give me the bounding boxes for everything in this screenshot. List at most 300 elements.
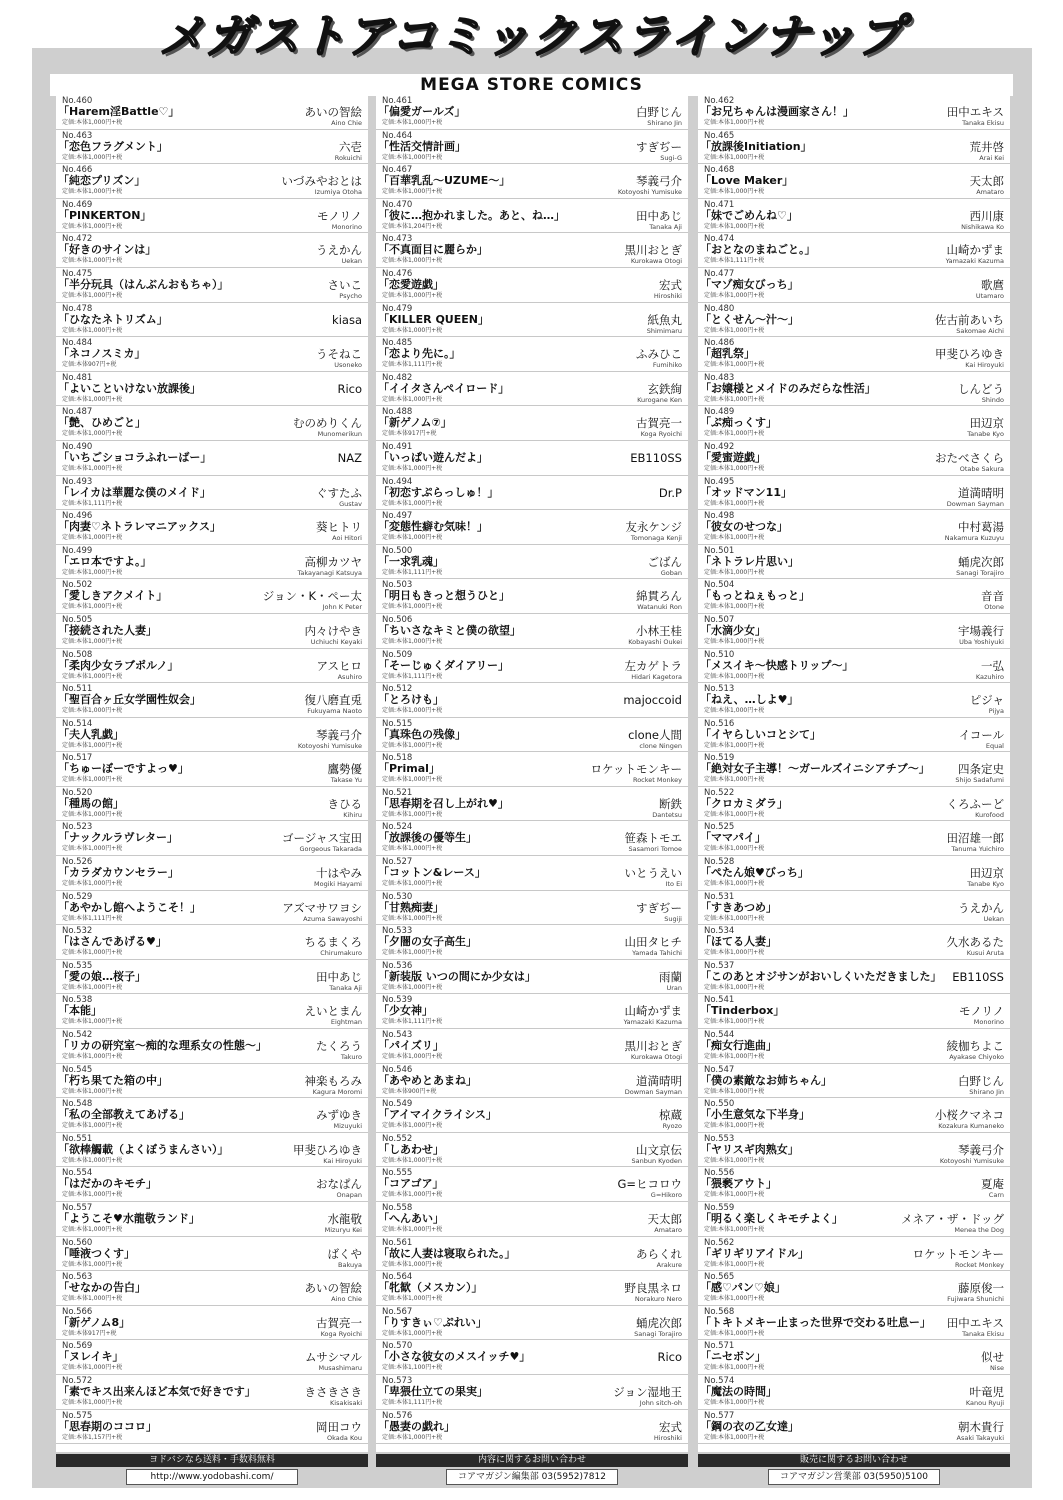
entry-price: 定価:本体1,000円+税 [704, 983, 765, 991]
catalog-entry [56, 130, 368, 165]
catalog-entry [56, 337, 368, 372]
entry-title: 「恋愛遊戯」 [378, 277, 444, 291]
entry-author: モノリノ [959, 1004, 1004, 1019]
entry-number: No.547 [704, 1064, 735, 1075]
entry-title: 「しあわせ」 [378, 1142, 444, 1156]
catalog-entry [376, 233, 688, 268]
entry-author: 山田タヒチ [624, 935, 682, 950]
entry-number: No.543 [382, 1030, 413, 1041]
catalog-entry [376, 1410, 688, 1445]
entry-price: 定価:本体1,000円+税 [382, 1260, 443, 1268]
entry-price: 定価:本体1,000円+税 [704, 119, 765, 126]
footer-editorial-heading: 内容に関するお問い合わせ [376, 1454, 688, 1467]
entry-price: 定価:本体1,000円+税 [62, 983, 123, 991]
entry-price: 定価:本体1,000円+税 [62, 222, 123, 230]
entry-author: 古賀亮一 [636, 416, 682, 431]
entry-author: Rico [657, 1350, 682, 1365]
entry-author-romaji: Mizuryu Kei [324, 1226, 362, 1234]
catalog-entry [698, 510, 1010, 545]
entry-title: 「ちゅーぼーですよっ♥」 [58, 762, 189, 776]
entry-title: 「おとなのまねごと。」 [700, 243, 816, 257]
entry-price: 定価:本体917円+税 [382, 430, 437, 438]
entry-number: No.501 [704, 545, 735, 556]
entry-number: No.496 [62, 511, 93, 522]
entry-title: 「思春期のココロ」 [58, 1419, 157, 1433]
entry-author: 音音 [981, 589, 1004, 604]
entry-author-romaji: Yamada Tahichi [632, 949, 682, 958]
entry-author: いづみやおとは [281, 174, 362, 189]
catalog-entry [698, 1271, 1010, 1306]
catalog-entry [698, 752, 1010, 787]
entry-author: アズマサワヨシ [282, 900, 362, 915]
entry-number: No.562 [704, 1237, 735, 1248]
entry-author-romaji: Amataro [654, 1226, 682, 1234]
entry-title: 「明日もきっと想うひと」 [378, 589, 510, 603]
entry-price: 定価:本体1,000円+税 [382, 499, 443, 507]
entry-price: 定価:本体1,000円+税 [704, 534, 765, 542]
entry-price: 定価:本体1,000円+税 [704, 1260, 765, 1268]
catalog-entry [56, 649, 368, 684]
catalog-entry [698, 1064, 1010, 1099]
entry-author-romaji: Norakuro Nero [634, 1295, 682, 1304]
entry-title: 「好きのサインは」 [58, 243, 157, 257]
entry-author-romaji: Hiroshiki [653, 1433, 682, 1442]
entry-author-romaji: Takase Yu [330, 776, 362, 785]
entry-title: 「ギリギリアイドル」 [700, 1246, 810, 1260]
entry-title: 「絶対女子主導！～ガールズイニシアチブ～」 [700, 762, 930, 776]
catalog-entry [376, 1202, 688, 1237]
entry-title: 「小生意気な下半身」 [700, 1108, 810, 1122]
catalog-entry [56, 441, 368, 476]
entry-title: 「妹でごめんね♡」 [700, 208, 798, 222]
entry-number: No.466 [62, 165, 93, 176]
entry-author-romaji: Shirano Jin [969, 1087, 1004, 1096]
entry-title: 「ナックルラヴレター」 [58, 831, 179, 845]
entry-author: モノリノ [317, 208, 362, 223]
entry-price: 定価:本体1,000円+税 [382, 845, 443, 853]
entry-price: 定価:本体1,000円+税 [62, 119, 123, 126]
entry-author-romaji: Onapan [336, 1191, 362, 1200]
entry-price: 定価:本体1,000円+税 [704, 1053, 765, 1061]
entry-title: 「お兄ちゃんは漫画家さん！」 [700, 105, 854, 118]
entry-author-romaji: Kotoyoshi Yumisuke [939, 1156, 1004, 1165]
entry-author-romaji: Usoneko [334, 361, 362, 370]
entry-number: No.464 [382, 130, 413, 141]
entry-number: No.576 [382, 1410, 413, 1421]
entry-author: 佐古前あいち [935, 312, 1004, 327]
entry-number: No.481 [62, 372, 93, 383]
entry-author: 田中あじ [636, 208, 682, 223]
entry-title: 「朽ち果てた箱の中」 [58, 1073, 168, 1087]
entry-author: 田中エキス [946, 105, 1004, 119]
entry-author-romaji: Arakure [656, 1260, 682, 1269]
entry-number: No.504 [704, 580, 735, 591]
footer-sales-contact [698, 1454, 1010, 1486]
entry-author-romaji: Kisakisaki [330, 1398, 362, 1407]
catalog-entry [56, 406, 368, 441]
entry-author: メネア・ザ・ドッグ [900, 1212, 1004, 1226]
entry-author: 荒井啓 [969, 139, 1004, 154]
entry-title: 「はさんであげる♥」 [58, 935, 167, 949]
entry-price: 定価:本体1,000円+税 [62, 672, 123, 680]
entry-number: No.572 [62, 1375, 93, 1386]
entry-title: 「このあとオジサンがおいしくいただきました」 [700, 969, 942, 983]
entry-title: 「接続された人妻」 [58, 623, 157, 637]
entry-title: 「愚妻の戯れ」 [378, 1419, 455, 1433]
catalog-entry [376, 545, 688, 580]
catalog-entry [376, 303, 688, 338]
entry-author: 綾枷ちよこ [946, 1039, 1004, 1054]
entry-title: 「とくせん～汁～」 [700, 312, 799, 326]
catalog-entry [376, 891, 688, 926]
entry-author: 山文京伝 [636, 1142, 682, 1157]
entry-price: 定価:本体1,111円+税 [382, 1398, 443, 1406]
entry-price: 定価:本体1,000円+税 [382, 914, 443, 922]
entry-number: No.492 [704, 441, 735, 452]
entry-price: 定価:本体1,000円+税 [704, 603, 765, 611]
catalog-entry [56, 164, 368, 199]
entry-author: 叶竜児 [969, 1384, 1004, 1399]
entry-price: 定価:本体1,000円+税 [704, 568, 765, 576]
catalog-entry [698, 856, 1010, 891]
entry-author-romaji: clone Ningen [639, 741, 682, 750]
entry-number: No.507 [704, 614, 735, 625]
entry-title: 「ねえ、…しよ♥」 [700, 693, 799, 707]
entry-author-romaji: Koga Ryoichi [320, 1329, 362, 1338]
catalog-entry [376, 1271, 688, 1306]
entry-number: No.476 [382, 268, 413, 279]
entry-title: 「マゾ痴女びっち」 [700, 277, 799, 291]
catalog-entry [56, 476, 368, 511]
entry-title: 「欲棒觸載（よくぼうまんさい）」 [58, 1142, 229, 1156]
entry-title: 「放課後の優等生」 [378, 831, 477, 845]
entry-author: 宏式 [659, 1419, 682, 1434]
catalog-entry [376, 856, 688, 891]
entry-author-romaji: Tanaka Aji [329, 983, 362, 992]
entry-author-romaji: Kai Hiroyuki [965, 361, 1004, 370]
catalog-entry [56, 579, 368, 614]
entry-number: No.473 [382, 234, 413, 245]
entry-author: 笹森トモエ [624, 831, 682, 846]
entry-author: 道満晴明 [958, 485, 1004, 500]
catalog-entry [56, 372, 368, 407]
entry-number: No.522 [704, 787, 735, 798]
entry-number: No.480 [704, 303, 735, 314]
entry-price: 定価:本体1,204円+税 [382, 222, 443, 230]
entry-title: 「オッドマン11」 [700, 485, 792, 499]
entry-price: 定価:本体1,000円+税 [62, 949, 123, 957]
entry-number: No.518 [382, 753, 413, 764]
entry-author-romaji: Gustav [339, 499, 362, 508]
entry-author: すぎぢー [636, 900, 682, 915]
entry-number: No.560 [62, 1237, 93, 1248]
entry-author-romaji: Shimimaru [646, 326, 682, 335]
catalog-entry [56, 856, 368, 891]
entry-author: 水龍敬 [327, 1212, 362, 1226]
catalog-entry [56, 1064, 368, 1099]
entry-price: 定価:本体917円+税 [62, 1329, 117, 1337]
entry-author: NAZ [337, 450, 362, 465]
entry-author: 友永ケンジ [625, 520, 682, 535]
entry-price: 定価:本体1,000円+税 [62, 1053, 123, 1061]
entry-author-romaji: Uekan [341, 257, 362, 266]
catalog-entry [376, 614, 688, 649]
entry-title: 「ちいさなキミと僕の欲望」 [378, 623, 521, 637]
entry-author-romaji: Okada Kou [327, 1433, 362, 1442]
entry-title: 「イヤらしいコとシて」 [700, 727, 821, 741]
entry-author: 断鉄 [659, 796, 682, 811]
entry-title: 「種馬の館」 [58, 796, 124, 810]
catalog-entry [698, 821, 1010, 856]
entry-price: 定価:本体1,000円+税 [704, 672, 765, 680]
entry-author: おなぱん [316, 1177, 362, 1192]
entry-price: 定価:本体1,000円+税 [704, 1087, 765, 1095]
entry-number: No.477 [704, 268, 735, 279]
entry-author: ふみひこ [636, 347, 682, 362]
catalog-entry [698, 718, 1010, 753]
entry-number: No.487 [62, 407, 93, 418]
entry-author: あらくれ [636, 1246, 682, 1261]
entry-author: 岡田コウ [316, 1419, 362, 1434]
entry-number: No.574 [704, 1375, 735, 1386]
entry-title: 「魔法の時間」 [700, 1384, 777, 1398]
entry-price: 定価:本体1,111円+税 [382, 1018, 443, 1026]
entry-author: 田沼雄一郎 [946, 831, 1004, 846]
entry-author-romaji: Utamaro [975, 291, 1004, 300]
entry-title: 「カラダカウンセラー」 [58, 866, 179, 880]
entry-number: No.577 [704, 1410, 735, 1421]
entry-title: 「お嬢様とメイドのみだらな性活」 [700, 381, 876, 395]
entry-price: 定価:本体1,000円+税 [704, 1364, 765, 1372]
entry-author: Dr.P [658, 485, 682, 500]
entry-price: 定価:本体1,000円+税 [62, 464, 123, 472]
entry-number: No.482 [382, 372, 413, 383]
catalog-entry [376, 199, 688, 234]
entry-title: 「ヌレイキ」 [58, 1350, 124, 1364]
entry-author: きひる [327, 796, 362, 811]
entry-price: 定価:本体1,000円+税 [62, 257, 123, 265]
entry-author: 神楽もろみ [304, 1073, 362, 1088]
catalog-entry [698, 1098, 1010, 1133]
entry-title: 「もっとねぇもっと」 [700, 589, 810, 603]
entry-price: 定価:本体1,000円+税 [382, 153, 443, 161]
entry-author-romaji: Kotoyoshi Yumisuke [617, 188, 682, 197]
entry-title: 「ようこそ♥水龍敬ランド」 [58, 1212, 200, 1225]
entry-title: 「彼女のせつな」 [700, 520, 788, 534]
entry-author-romaji: Uchiuchi Keyaki [310, 637, 362, 646]
entry-title: 「偏愛ガールズ」 [378, 105, 466, 118]
entry-author-romaji: Arai Kei [979, 153, 1004, 162]
entry-title: 「ママパイ」 [700, 831, 766, 845]
entry-author-romaji: Yamazaki Kazuma [945, 257, 1004, 266]
entry-price: 定価:本体1,000円+税 [382, 1295, 443, 1303]
footer-sales-heading: 販売に関するお問い合わせ [698, 1454, 1010, 1467]
entry-price: 定価:本体1,000円+税 [382, 1053, 443, 1061]
entry-author-romaji: Ito Ei [665, 880, 682, 889]
entry-number: No.558 [382, 1203, 413, 1213]
entry-number: No.513 [704, 684, 735, 695]
catalog-entry [698, 1306, 1010, 1341]
entry-price: 定価:本体1,000円+税 [62, 707, 123, 715]
entry-price: 定価:本体1,000円+税 [382, 810, 443, 818]
entry-number: No.505 [62, 614, 93, 625]
catalog-column-right [698, 95, 1010, 1452]
entry-author: あいの智絵 [304, 1281, 362, 1296]
entry-number: No.486 [704, 338, 735, 349]
entry-number: No.502 [62, 580, 93, 591]
entry-author: 蛹虎次郎 [958, 554, 1004, 569]
entry-title: 「痴女行進曲」 [700, 1039, 777, 1053]
entry-price: 定価:本体1,000円+税 [382, 291, 443, 299]
entry-number: No.500 [382, 545, 413, 556]
entry-title: 「クロカミダラ」 [700, 796, 788, 810]
entry-price: 定価:本体1,000円+税 [704, 1122, 765, 1130]
catalog-entry [56, 994, 368, 1029]
entry-price: 定価:本体1,000円+税 [704, 914, 765, 922]
entry-author: 久水あるた [946, 935, 1004, 950]
entry-title: 「小さな彼女のメスイッチ♥」 [378, 1350, 531, 1364]
catalog-entry [376, 337, 688, 372]
catalog-entry [698, 1340, 1010, 1375]
catalog-entry [56, 1237, 368, 1272]
entry-author-romaji: Kotoyoshi Yumisuke [297, 741, 362, 750]
entry-author-romaji: Kusui Aruta [966, 949, 1004, 958]
entry-title: 「新ゲノム⑦」 [378, 416, 452, 430]
catalog-entry [56, 1167, 368, 1202]
catalog-entry [56, 960, 368, 995]
entry-author-romaji: Amataro [976, 188, 1004, 197]
catalog-entry [56, 787, 368, 822]
entry-author: ロケットモンキー [912, 1246, 1004, 1261]
entry-author-romaji: Izumiya Otoha [314, 188, 362, 197]
entry-author: 宇場義行 [958, 623, 1004, 638]
entry-number: No.575 [62, 1410, 93, 1421]
entry-price: 定価:本体1,000円+税 [704, 810, 765, 818]
entry-author-romaji: Azuma Sawayoshi [303, 914, 362, 923]
entry-title: 「恋より先に。」 [378, 347, 461, 361]
entry-price: 定価:本体1,000円+税 [382, 741, 443, 749]
entry-price: 定価:本体1,000円+税 [382, 776, 443, 784]
entry-author-romaji: Koga Ryoichi [640, 430, 682, 439]
entry-title: 「放課後Initiation」 [700, 139, 812, 153]
entry-author-romaji: Dowman Sayman [946, 499, 1004, 508]
entry-author: 十はやみ [316, 866, 362, 881]
entry-title: 「明るく楽しくキモチよく」 [700, 1212, 843, 1225]
entry-author-romaji: Sanbun Kyoden [631, 1156, 682, 1165]
entry-author-romaji: Hiroshiki [653, 291, 682, 300]
catalog-entry [698, 303, 1010, 338]
entry-author: うえかん [958, 900, 1004, 915]
entry-price: 定価:本体1,000円+税 [382, 880, 443, 888]
entry-title: 「ぺたん娘♥びっち」 [700, 866, 809, 880]
entry-author-romaji: Kozakura Kumaneko [938, 1122, 1004, 1131]
entry-number: No.535 [62, 960, 93, 971]
catalog-entry [376, 1064, 688, 1099]
catalog-entry [698, 683, 1010, 718]
entry-number: No.485 [382, 338, 413, 349]
entry-author-romaji: Equal [985, 741, 1004, 750]
catalog-entry [376, 683, 688, 718]
entry-author: 紙魚丸 [647, 312, 682, 327]
entry-price: 定価:本体1,111円+税 [382, 568, 443, 576]
entry-title: 「ネコノスミカ」 [58, 347, 146, 361]
entry-price: 定価:本体1,000円+税 [704, 1433, 765, 1441]
entry-author: 似せ [981, 1350, 1004, 1365]
entry-author: 甲斐ひろゆき [293, 1142, 362, 1157]
entry-author-romaji: Tanuma Yuichiro [951, 845, 1004, 854]
entry-price: 定価:本体1,000円+税 [382, 188, 443, 196]
entry-number: No.484 [62, 338, 93, 349]
entry-price: 定価:本体1,000円+税 [62, 1156, 123, 1164]
entry-price: 定価:本体1,000円+税 [382, 1329, 443, 1337]
entry-price: 定価:本体1,000円+税 [62, 1087, 123, 1095]
entry-number: No.541 [704, 995, 735, 1006]
entry-author-romaji: Mogiki Hayami [314, 880, 362, 889]
catalog-entry [376, 268, 688, 303]
entry-author-romaji: Uba Yoshiyuki [959, 637, 1004, 646]
entry-title: 「あやめとあまね」 [378, 1073, 477, 1087]
entry-price: 定価:本体1,000円+税 [382, 707, 443, 715]
entry-author: majoccoid [623, 693, 682, 708]
catalog-entry [698, 1133, 1010, 1168]
entry-author: たくろう [316, 1039, 362, 1054]
entry-price: 定価:本体1,000円+税 [62, 1191, 123, 1199]
entry-author: 田中あじ [316, 969, 362, 984]
entry-author: 蛹虎次郎 [636, 1315, 682, 1330]
entry-title: 「KILLER QUEEN」 [378, 312, 489, 326]
catalog-entry [698, 614, 1010, 649]
entry-author-romaji: Menea the Dog [954, 1226, 1004, 1234]
catalog-entry [698, 579, 1010, 614]
entry-title: 「猥褻アウト」 [700, 1177, 777, 1191]
entry-price: 定価:本体1,000円+税 [704, 845, 765, 853]
entry-author: 古賀亮一 [316, 1315, 362, 1330]
entry-title: 「卑猥仕立ての果実」 [378, 1384, 488, 1398]
entry-number: No.483 [704, 372, 735, 383]
entry-title: 「Tinderbox」 [700, 1004, 785, 1018]
catalog-entry [56, 614, 368, 649]
entry-title: 「私の全部教えてあげる」 [58, 1108, 190, 1122]
entry-title: 「柔肉少女ラブポルノ」 [58, 658, 179, 672]
entry-author: ぐすたふ [316, 485, 362, 500]
entry-author: 復八磨直兎 [304, 693, 362, 708]
entry-number: No.489 [704, 407, 735, 418]
entry-number: No.545 [62, 1064, 93, 1075]
catalog-entry [376, 1167, 688, 1202]
catalog-entry [376, 406, 688, 441]
entry-title: 「すきあつめ」 [700, 900, 777, 914]
entry-price: 定価:本体1,000円+税 [704, 707, 765, 715]
catalog-entry [56, 95, 368, 130]
entry-author-romaji: Rocket Monkey [632, 776, 682, 785]
entry-number: No.567 [382, 1306, 413, 1317]
footer-editorial-phone: コアマガジン編集部 03(5952)7812 [446, 1469, 618, 1485]
entry-number: No.479 [382, 303, 413, 314]
entry-price: 定価:本体1,000円+税 [704, 499, 765, 507]
catalog-entry [376, 372, 688, 407]
entry-number: No.528 [704, 857, 735, 868]
entry-price: 定価:本体1,000円+税 [62, 776, 123, 784]
entry-number: No.491 [382, 441, 413, 452]
entry-price: 定価:本体1,000円+税 [62, 153, 123, 161]
entry-number: No.515 [382, 718, 413, 729]
entry-author: さいこ [327, 277, 362, 292]
catalog-entry [698, 787, 1010, 822]
footer-yodobashi-url[interactable]: http://www.yodobashi.com/ [126, 1469, 298, 1485]
entry-author-romaji: Takayanagi Katsuya [297, 568, 362, 577]
entry-number: No.493 [62, 476, 93, 487]
entry-author-romaji: Shirano Jin [647, 119, 682, 127]
